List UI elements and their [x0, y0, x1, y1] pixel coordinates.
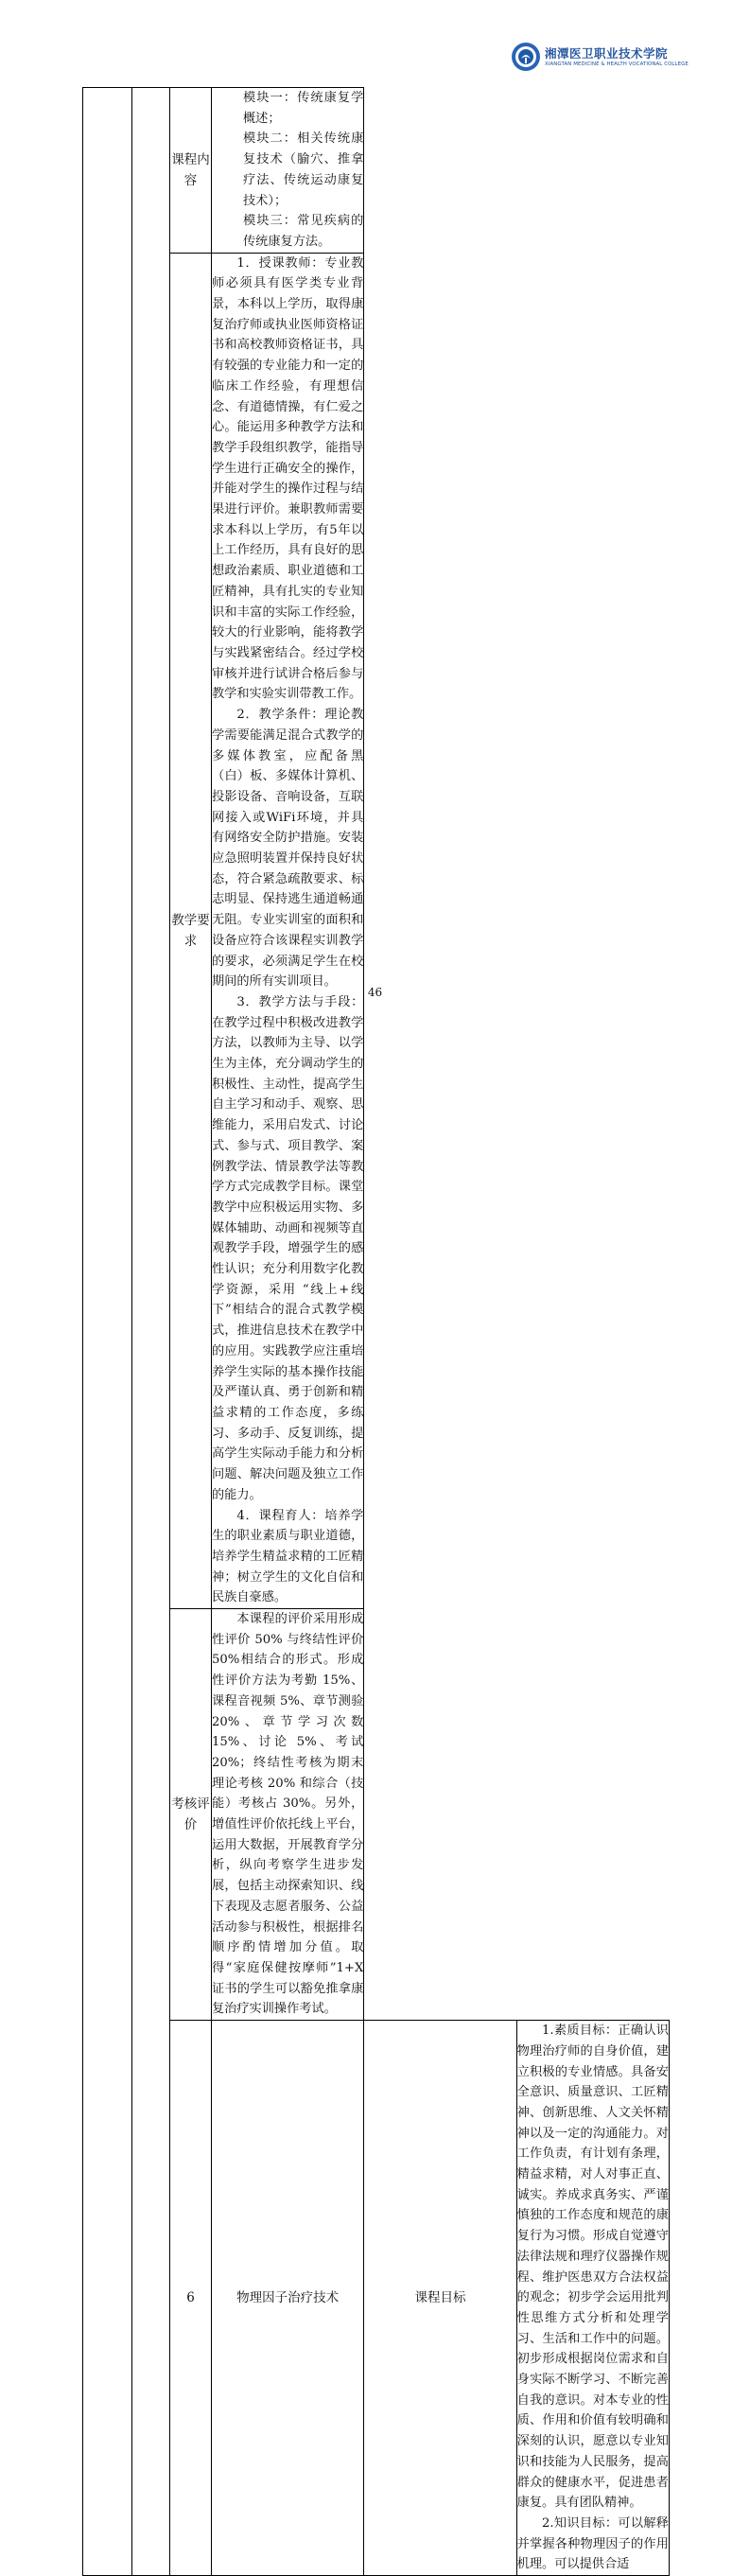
course-content-cell [212, 88, 364, 254]
school-name-en: XIANGTAN MEDICINE & HEALTH VOCATIONAL COLLEGE [545, 61, 689, 67]
module-line-1: 模块一：传统康复学概述； [243, 91, 364, 126]
assessment-cell [212, 1609, 364, 2021]
assessment-paragraph: 本课程的评价采用形成性评价 50% 与终结性评价 50%相结合的形式。形成性评价方法为考勤 15%、课程音视频 5%、章节测验 20%、章节学习次数15%、讨论 5%、考试 20%；终结性考核为期末理论考核 20% 和综合（技能）考核占 30%。另外，增值性评价依托线上平台，运用大数据，开展教育学分析，纵向考察学生进步发展，包括主动探索知识、线下表现及志愿者服务、公益活动参与积极性，根据排名顺序酌情增加分值。取得“家庭保健按摩师”1+X 证书的学生可以豁免推拿康复治疗实训操作考试。 [212, 1612, 364, 2017]
requirement-paragraph-4: 4．课程育人：培养学生的职业素质与职业道德，培养学生精益求精的工匠精神；树立学生的文化自信和民族自豪感。 [212, 1508, 364, 1605]
objective-paragraph-1: 1.素质目标：正确认识物理治疗师的自身价值，建立积极的专业情感。具备安全意识、质量意识、工匠精神、创新思维、人文关怀精神以及一定的沟通能力。对工作负责，有计划有条理，精益求精，对人对事正直、诚实。养成求真务实、严谨慎独的工作态度和规范的康复行为习惯。形成自觉遵守法律法规和理疗仪器操作规程、维护医患双方合法权益的观念；初步学会运用批判性思维方式分析和处理学习、生活和工作中的问题。初步形成根据岗位需求和自身实际不断学习、不断完善自我的意识。对本专业的性质、作用和价值有较明确和深刻的认识，愿意以专业知识和技能为人民服务，提高群众的健康水平，促进患者康复。具有团队精神。 [516, 2024, 669, 2511]
course-name: 物理因子治疗技术 [212, 2021, 364, 2576]
course-number: 6 [170, 2021, 212, 2576]
requirement-paragraph-1: 1．授课教师：专业教师必须具有医学类专业背景，本科以上学历，取得康复治疗师或执业医师资格证书和高校教师资格证书，具有较强的专业能力和一定的临床工作经验，有理想信念、有道德情操，有仁爱之心。能运用多种教学方法和教学手段组织教学，能指导学生进行正确安全的操作，并能对学生的操作过程与结果进行评价。兼职教师需要求本科以上学历，有5年以上工作经历，具有良好的思想政治素质、职业道德和工匠精神，具有扎实的专业知识和丰富的实际工作经验，较大的行业影响，能将教学与实践紧密结合。经过学校审核并进行试讲合格后参与教学和实验实训带教工作。 [212, 255, 364, 702]
requirement-paragraph-2: 2．教学条件：理论教学需要能满足混合式教学的多媒体教室，应配备黑（白）板、多媒体计算机、投影设备、音响设备，互联网接入或WiFi环境，并具有网络安全防护措施。安装应急照明装置并保持良好状态，符合紧急疏散要求、标志明显、保持逃生通道畅通无阻。专业实训室的面积和设备应符合该课程实训教学的要求，必须满足学生在校期间的所有实训项目。 [212, 708, 364, 990]
objective-paragraph-2: 2.知识目标：可以解释并掌握各种物理因子的作用机理。可以提供合适 [516, 2515, 669, 2572]
table-row-course-6 [83, 2021, 670, 2576]
module-line-2: 模块二：相关传统康复技术（腧穴、推拿疗法、传统运动康复技术）； [243, 131, 364, 208]
school-emblem-icon [511, 42, 541, 72]
label-course-objectives: 课程目标 [364, 2021, 516, 2576]
label-teaching-requirements: 教学要求 [170, 253, 212, 1608]
label-course-content: 课程内容 [170, 88, 212, 254]
requirement-paragraph-3: 3．教学方法与手段：在教学过程中积极改进教学方法，以教师为主导、以学生为主体，充分调动学生的积极性、主动性，提高学生自主学习和动手、观察、思维能力，采用启发式、讨论式、参与式、项目教学、案例教学法、情景教学法等教学方式完成教学目标。课堂教学中应积极运用实物、多媒体辅助、动画和视频等直观教学手段，增强学生的感性认识；充分利用数字化教学资源，采用 “线上+线下”相结合的混合式教学模式，推进信息技术在教学中的应用。实践教学应注重培养学生实际的基本操作技能及严谨认真、勇于创新和精益求精的工作态度，多练习、多动手、反复训练，提高学生实际动手能力和分析问题、解决问题及独立工作的能力。 [212, 994, 364, 1502]
label-assessment: 考核评价 [170, 1609, 212, 2021]
table-row-course-content [83, 88, 670, 254]
school-name-cn: 湘潭医卫职业技术学院 [545, 46, 669, 61]
course-table [82, 87, 670, 2576]
school-logo [511, 42, 700, 74]
page-number: 46 [367, 986, 383, 999]
table-row-teaching-requirements [83, 253, 670, 1608]
table-row-assessment [83, 1609, 670, 2021]
module-line-3: 模块三：常见疾病的传统康复方法。 [243, 214, 364, 249]
course-name-cell-empty [132, 88, 170, 2576]
number-cell-empty [83, 88, 132, 2576]
course-objectives-cell [516, 2021, 669, 2576]
teaching-requirements-cell [212, 253, 364, 1608]
